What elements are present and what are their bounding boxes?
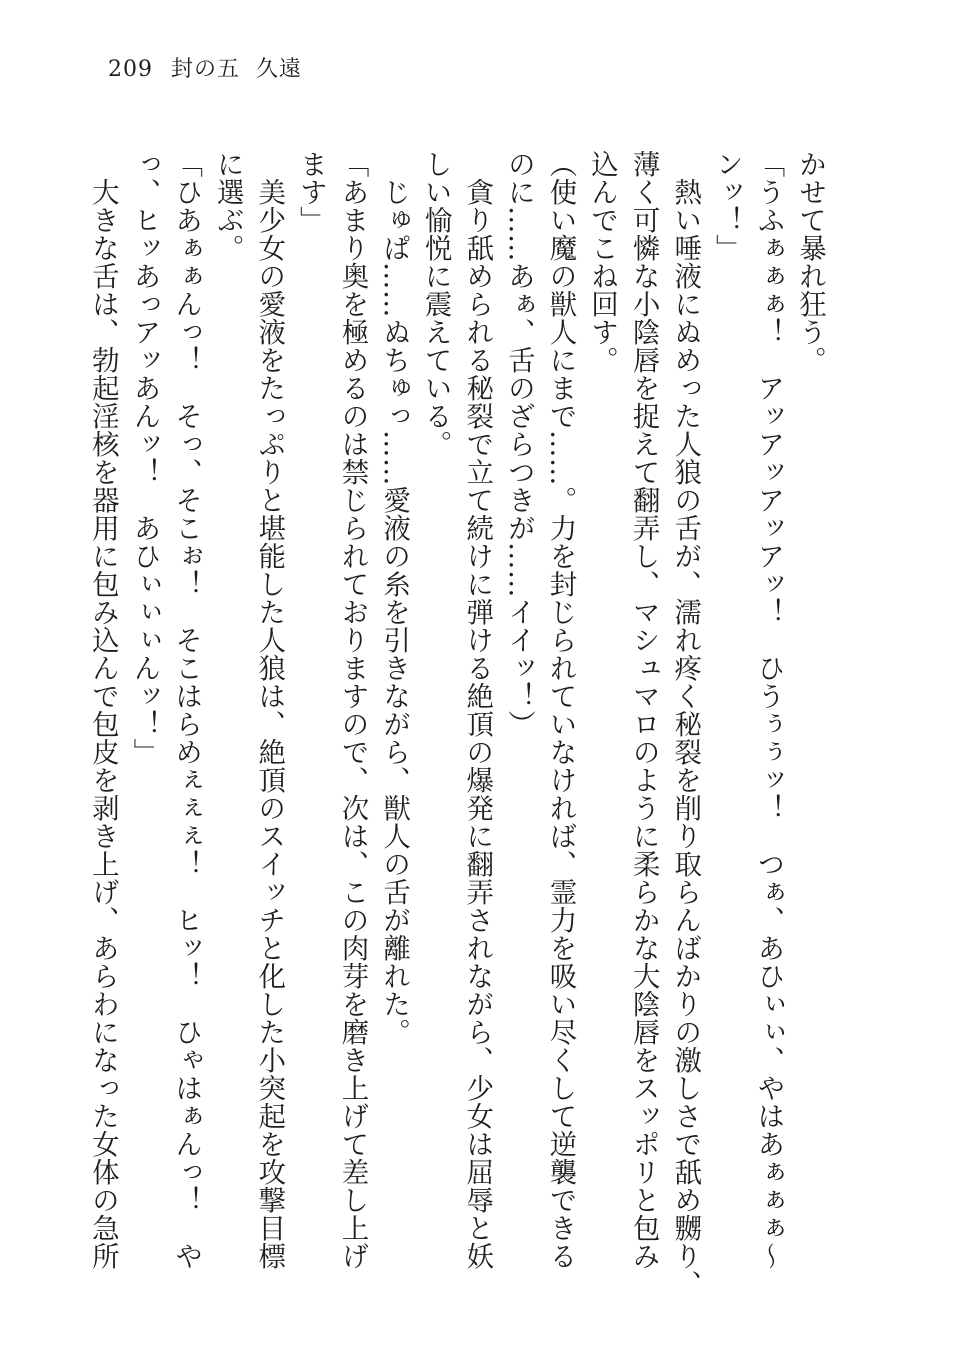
section-title: 久遠 <box>256 57 303 82</box>
text-line: 薄く可憐な小陰唇を捉えて翻弄し、マシュマロのように柔らかな大陰唇をスッポリと包み <box>627 150 660 1270</box>
running-header <box>108 52 302 83</box>
text-line: ンッ！」 <box>710 150 743 262</box>
text-line: しい愉悦に震えている。 <box>419 150 452 458</box>
text-line: 込んでこね回す。 <box>586 150 619 374</box>
text-line: かせて暴れ狂う。 <box>794 150 826 374</box>
text-line: ます」 <box>294 150 327 234</box>
text-line: 「うふぁぁぁ！ アッアッアッアッ！ ひうぅぅッ！ つぁ、あひぃぃ、やはあぁぁぁ〜 <box>752 150 785 1270</box>
text-line: 大きな舌は、勃起淫核を器用に包み込んで包皮を剥き上げ、あらわになった女体の急所 <box>86 150 119 1270</box>
page-number: 209 <box>108 57 153 82</box>
text-line: （使い魔の獣人にまで……。力を封じられていなければ、霊力を吸い尽くして逆襲できる <box>544 150 577 1270</box>
chapter-title: 封の五 <box>171 57 241 82</box>
text-line: 貪り舐められる秘裂で立て続けに弾ける絶頂の爆発に翻弄されながら、少女は屈辱と妖 <box>461 150 494 1270</box>
text-line: 「あまり奥を極めるのは禁じられておりますので、次は、この肉芽を磨き上げて差し上げ <box>336 150 369 1270</box>
text-line: 美少女の愛液をたっぷりと堪能した人狼は、絶頂のスイッチと化した小突起を攻撃目標 <box>253 150 286 1270</box>
text-line: のに……あぁ、舌のざらつきが……イイッ！） <box>502 150 535 738</box>
text-line: 「ひあぁぁんっ！ そっ、そこぉ！ そこはらめぇぇぇ！ ヒッ！ ひゃはぁんっ！ や <box>170 150 203 1270</box>
text-line: に選ぶ。 <box>211 150 244 262</box>
text-line: 熱い唾液にぬめった人狼の舌が、濡れ疼く秘裂を削り取らんばかりの激しさで舐め嬲り、 <box>669 150 702 1298</box>
vertical-body-text <box>81 150 830 1298</box>
text-line: っ、ヒッあっアッあんッ！ あひぃぃぃんッ！」 <box>128 150 161 766</box>
text-line: じゅぱ……ぬちゅっ……愛液の糸を引きながら、獣人の舌が離れた。 <box>378 150 411 1046</box>
